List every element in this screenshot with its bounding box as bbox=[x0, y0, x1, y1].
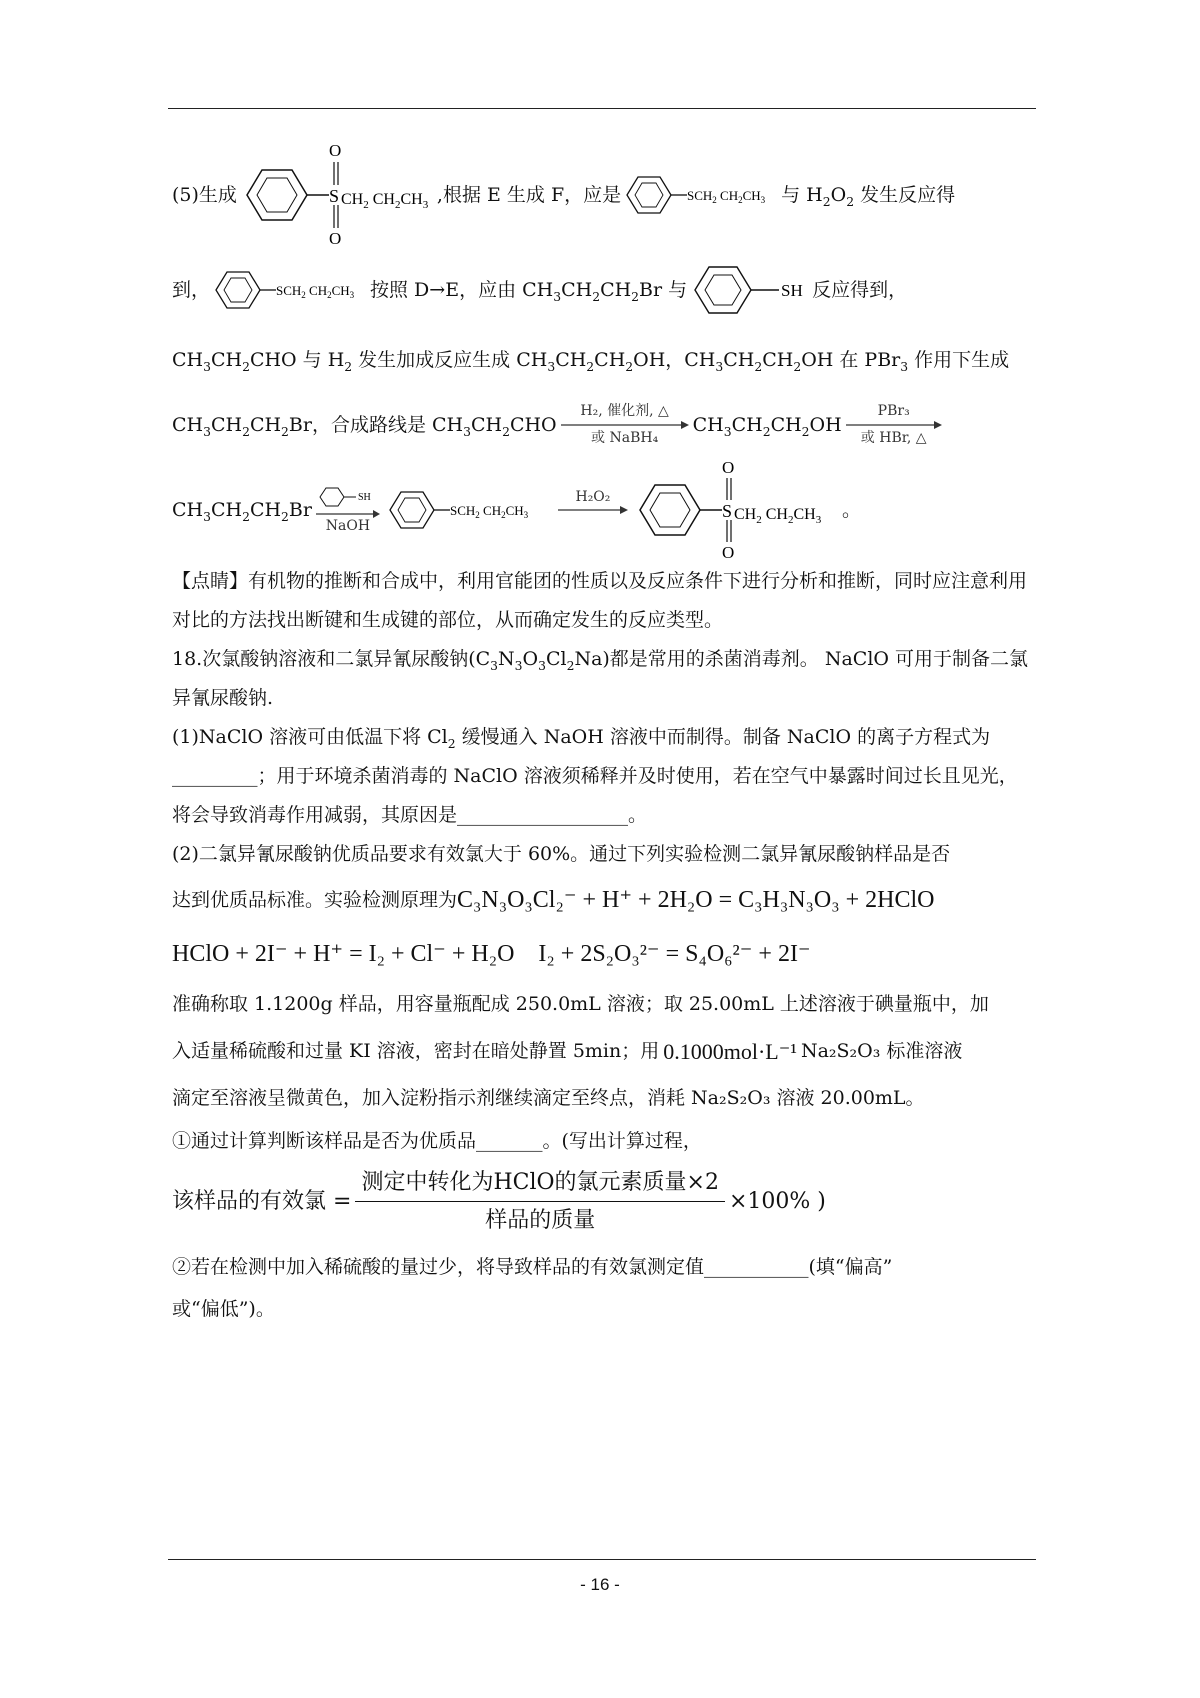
end-mark: 。 bbox=[841, 498, 861, 521]
q18-part2-b: 达到优质品标准。实验检测原理为 bbox=[172, 888, 458, 911]
svg-text:CH2 CH2CH3: $CH_2$ $CH_2CH_3$ bbox=[733, 506, 822, 526]
svg-text:SH: SH bbox=[357, 492, 371, 504]
thiophenol-structure bbox=[687, 255, 812, 325]
arrow-oxidation: H₂O₂ bbox=[558, 489, 628, 532]
svg-text:S: S bbox=[721, 501, 732, 521]
s5-line2-d: 反应得到， bbox=[812, 278, 908, 301]
dianjing-paragraph: 【点睛】有机物的推断和合成中，利用官能团的性质以及反应条件下进行分析和推断，同时应注意利用对比的方法找出断键和生成键的部位，从而确定发生的反应类型。 bbox=[172, 570, 1028, 631]
q18-procedure-d: 滴定至溶液呈微黄色，加入淀粉指示剂继续滴定至终点，消耗 Na₂S₂O₃ 溶液 20.00mL。 bbox=[172, 1087, 925, 1109]
propyl-phenyl-sulfide-structure bbox=[621, 165, 781, 225]
s5-line2 bbox=[172, 250, 1034, 330]
mol-o-bottom: O bbox=[328, 229, 342, 248]
svg-text:O: O bbox=[721, 543, 735, 560]
q18-part2-b-row bbox=[172, 874, 1034, 926]
q18-procedure-c: Na₂S₂O₃ 标准溶液 bbox=[800, 1039, 963, 1062]
s5-line3-text: $CH_3CH_2CHO$ 与 $H_2$ 发生加成反应生成 $CH_3CH_2CH_2OH$，$CH_3CH_2CH_2OH$ 在 PBr$_3$ 作用下生成 bbox=[172, 348, 1010, 374]
propyl-phenyl-sulfide-structure-2 bbox=[210, 260, 370, 320]
q18-sub2-b: 或“偏低”)。 bbox=[172, 1298, 275, 1320]
q18-part1: (1)NaClO 溶液可由低温下将 $Cl_2$ 缓慢通入 NaOH 溶液中而制得。制备 NaClO 的离子方程式为_________；用于环境杀菌消毒的 NaClO 溶液须稀释并及时使用，若在空气中暴露时间过长且见光，将会导致消毒作用减弱，其原因是__________________。 bbox=[172, 726, 1018, 826]
q18-procedure-a: 准确称取 1.1200g 样品，用容量瓶配成 250.0mL 溶液；取 25.00mL 上述溶液于碘量瓶中，加 bbox=[172, 993, 989, 1015]
thiophenol-small-icon bbox=[316, 484, 380, 510]
propyl-phenyl-sulfide-structure-3 bbox=[384, 480, 554, 540]
s5-line2-a: 到， bbox=[172, 278, 211, 301]
header-rule bbox=[168, 108, 1036, 109]
s5-line2-b: 按照 D→E，应由 $CH_3CH_2CH_2Br$ 与 bbox=[370, 278, 688, 304]
formula-lhs: 该样品的有效氯 = bbox=[172, 1188, 352, 1214]
s5-line1 bbox=[172, 140, 1034, 250]
sulfide-tail: $SCH_2$ $CH_2CH_3$ bbox=[687, 188, 766, 205]
s5-line5 bbox=[172, 460, 1034, 560]
formula-rhs: ×100% ) bbox=[728, 1188, 826, 1214]
s5-line4-a: $CH_3CH_2CH_2Br$，合成路线是 $CH_3CH_2CHO$ bbox=[172, 413, 557, 439]
s5-mid: ,根据 E 生成 F，应是 bbox=[436, 183, 622, 206]
equation-1: C₃N₃O₃Cl₂⁻ + H⁺ + 2H₂O = C₃H₃N₃O₃ + 2HClO bbox=[457, 887, 935, 913]
mol-tail: $CH_2$ $CH_2CH_3$ bbox=[340, 191, 429, 211]
formula-numerator: 测定中转化为HClO的氯元素质量×2 bbox=[355, 1166, 725, 1202]
formula-fraction bbox=[355, 1166, 725, 1237]
s5-h2o2: 与 $H_2O_2$ 发生反应得 bbox=[781, 183, 956, 209]
s5-line4-b: $CH_3CH_2CH_2OH$ bbox=[692, 413, 842, 439]
q18-intro: 18.次氯酸钠溶液和二氯异氰尿酸钠$(C_3N_3O_3Cl_2Na)$都是常用的杀菌消毒剂。 NaClO 可用于制备二氯异氰尿酸钠. bbox=[172, 648, 1029, 709]
effective-chlorine-formula bbox=[172, 1162, 1034, 1240]
sulfide-tail-2: $SCH_2$ $CH_2CH_3$ bbox=[276, 283, 355, 300]
equation-3: I₂ + 2S₂O₃²⁻ = S₄O₆²⁻ + 2I⁻ bbox=[538, 941, 811, 967]
s5-prefix: (5)生成 bbox=[172, 183, 237, 206]
s5-line3 bbox=[172, 330, 1034, 390]
page-content bbox=[172, 140, 1034, 1330]
sh-label: SH bbox=[781, 281, 803, 300]
sulfide-tail-3: $SCH_2$ $CH_2CH_3$ bbox=[449, 503, 529, 520]
q18-procedure-b-row bbox=[172, 1026, 1034, 1076]
footer-rule bbox=[168, 1559, 1036, 1560]
arrow-bromination: PBr₃ 或 HBr, △ bbox=[846, 403, 942, 448]
equations-row-2 bbox=[172, 926, 1034, 982]
s5-line4 bbox=[172, 390, 1034, 460]
q18-part2-a: (2)二氯异氰尿酸钠优质品要求有效氯大于 60%。通过下列实验检测二氯异氰尿酸钠样品是否 bbox=[172, 843, 951, 865]
equation-2: HClO + 2I⁻ + H⁺ = I₂ + Cl⁻ + H₂O bbox=[172, 941, 515, 967]
svg-text:O: O bbox=[721, 460, 735, 477]
mol-s: S bbox=[328, 186, 339, 206]
q18-procedure-b: 入适量稀硫酸和过量 KI 溶液，密封在暗处静置 5min；用 bbox=[172, 1039, 660, 1062]
mol-o-top: O bbox=[328, 141, 342, 160]
arrow-reduction: H₂, 催化剂, △ 或 NaBH₄ bbox=[561, 403, 689, 448]
propyl-phenyl-sulfone-structure bbox=[237, 140, 437, 250]
page-number: - 16 - bbox=[580, 1575, 620, 1594]
concentration: 0.1000mol·L⁻¹ bbox=[663, 1038, 797, 1064]
arrow-substitution: SH NaOH bbox=[316, 484, 380, 536]
propyl-phenyl-sulfone-structure-2 bbox=[632, 460, 842, 560]
q18-sub2-a: ②若在检测中加入稀硫酸的量过少，将导致样品的有效氯测定值___________(填“偏高” bbox=[172, 1256, 893, 1278]
s5-line5-a: $CH_3CH_2CH_2Br$ bbox=[172, 498, 312, 524]
formula-denominator: 样品的质量 bbox=[485, 1207, 596, 1233]
q18-sub1: ①通过计算判断该样品是否为优质品_______。(写出计算过程， bbox=[172, 1130, 702, 1152]
